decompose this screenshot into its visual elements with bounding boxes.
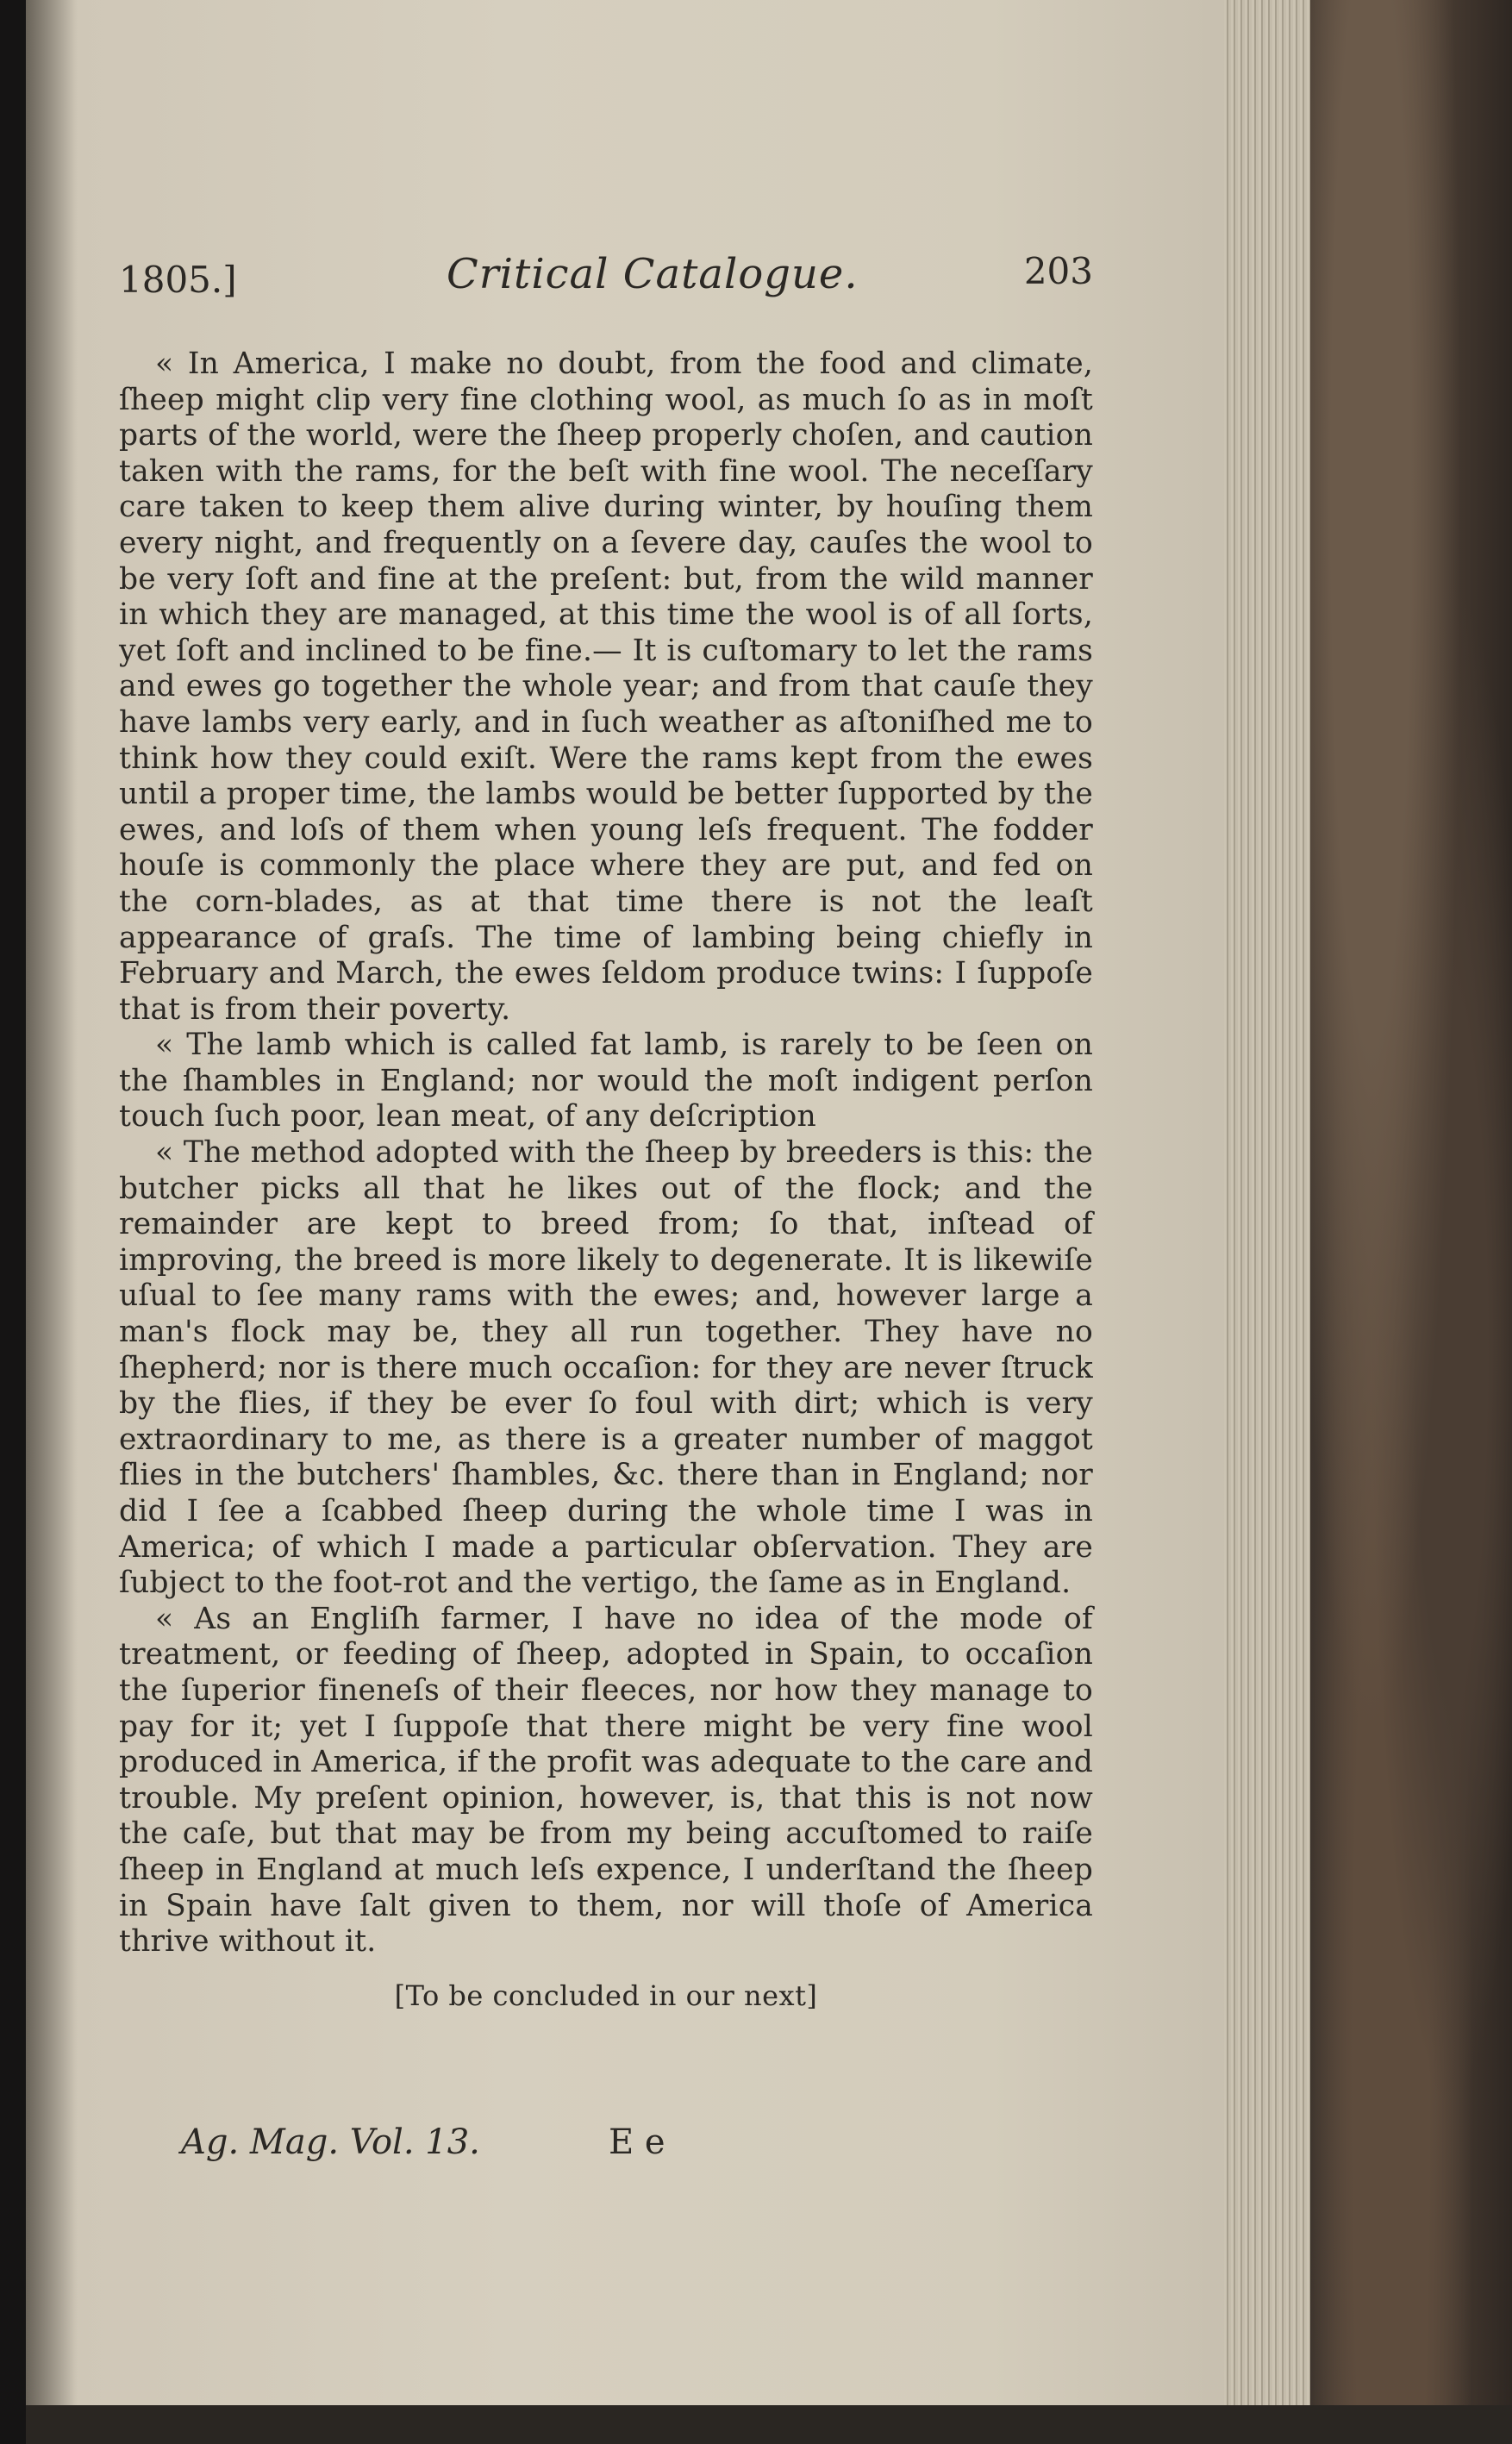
page-body bbox=[119, 347, 1093, 2012]
page-footer bbox=[119, 2122, 1093, 2183]
gutter-shadow bbox=[26, 0, 78, 2444]
continuation-note: [To be concluded in our next] bbox=[394, 1978, 818, 2012]
book-page bbox=[119, 250, 1093, 2183]
header-title: Critical Catalogue. bbox=[447, 250, 859, 298]
running-header bbox=[119, 250, 1093, 319]
paragraph: « The method adopted with the ſheep by breeders is this: the butcher picks all that he likes out of the flock; and the remainder are kept to breed from; ſo that, inſtead of improving, the breed is more likely to degenerate. It is likewiſe uſual to ſee many rams with the ewes; and, however large a man's flock may be, they all run together. They have no ſhepherd; nor is there much occaſion: for they are never ſtruck by the flies, if they be ever ſo foul with dirt; which is very extraordinary to me, as there is a greater number of maggot flies in the butchers' ſhambles, &c. there than in England; nor did I ſee a ſcabbed ſheep during the whole time I was in America; of which I made a particular obſervation. They are ſubject to the foot-rot and the vertigo, the ſame as in England. bbox=[119, 1135, 1093, 1601]
paragraph: « As an Engliſh farmer, I have no idea of the mode of treatment, or feeding of ſheep, adopted in Spain, to occaſion the ſuperior fineneſs of their fleeces, nor how they manage to pay for it; yet I ſuppoſe that there might be very fine wool produced in America, if the profit was adequate to the care and trouble. My preſent opinion, however, is, that this is not now the caſe, but that may be from my being accuſtomed to raiſe ſheep in England at much leſs expence, I underſtand the ſheep in Spain have ſalt given to them, nor will thoſe of America thrive without it. bbox=[119, 1601, 1093, 1960]
paragraph: « In America, I make no doubt, from the food and climate, ſheep might clip very fine clothing wool, as much ſo as in moſt parts of the world, were the ſheep properly choſen, and caution taken with the rams, for the beſt with fine wool. The neceſſary care taken to keep them alive during winter, by houſing them every night, and frequently on a ſevere day, cauſes the wool to be very ſoft and fine at the preſent: but, from the wild manner in which they are managed, at this time the wool is of all ſorts, yet ſoft and inclined to be fine.— It is cuſtomary to let the rams and ewes go together the whole year; and from that cauſe they have lambs very early, and in ſuch weather as aſtoniſhed me to think how they could exiſt. Were the rams kept from the ewes until a proper time, the lambs would be better ſupported by the ewes, and loſs of them when young leſs frequent. The fodder houſe is commonly the place where they are put, and fed on the corn-blades, as at that time there is not the leaſt appearance of graſs. The time of lambing being chiefly in February and March, the ewes ſeldom produce twins: I ſuppoſe that is from their poverty. bbox=[119, 347, 1093, 1027]
paragraph: « The lamb which is called fat lamb, is rarely to be ſeen on the ſhambles in England; nor would the moſt indigent perſon touch ſuch poor, lean meat, of any deſcription bbox=[119, 1028, 1093, 1134]
signature-mark: Ag. Mag. Vol. 13. bbox=[181, 2122, 480, 2162]
marbled-cover-edge bbox=[1310, 0, 1512, 2444]
bottom-book-edge bbox=[26, 2405, 1512, 2444]
page-number: 203 bbox=[1023, 250, 1093, 292]
page-edges bbox=[1224, 0, 1319, 2444]
header-date: 1805.] bbox=[119, 259, 237, 301]
catchword: E e bbox=[609, 2122, 665, 2162]
